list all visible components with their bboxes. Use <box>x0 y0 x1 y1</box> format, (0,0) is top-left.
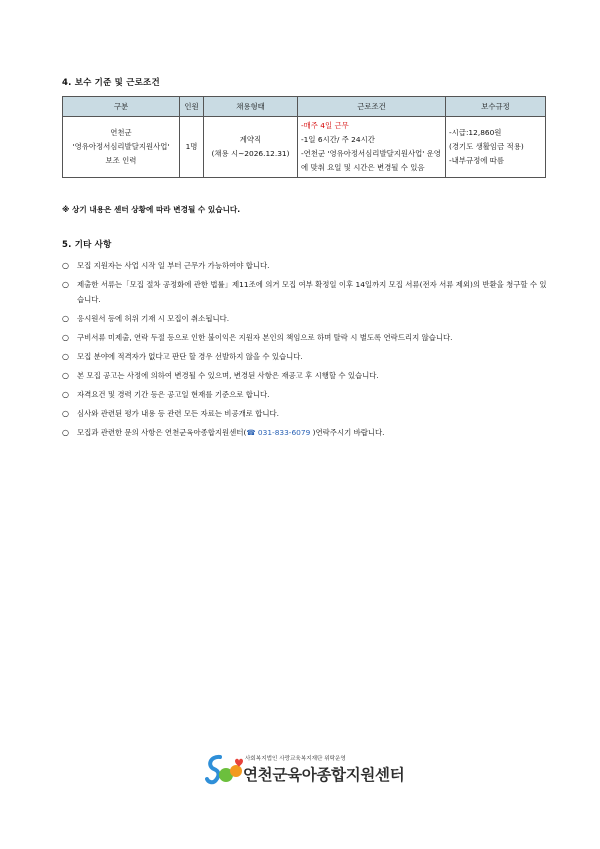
cell-headcount: 1명 <box>180 117 204 178</box>
circle-bullet: ○ <box>62 408 69 418</box>
pay-conditions-table <box>62 96 546 178</box>
category-line: 보조 인력 <box>105 156 137 165</box>
org-subtitle: 사회복지법인 사랑교육복지재단 위탁운영 <box>245 756 346 762</box>
list-item <box>62 312 548 327</box>
list-item <box>62 331 548 346</box>
cell-employment <box>204 117 298 178</box>
cell-category <box>63 117 180 178</box>
table-row <box>63 117 546 178</box>
item-text: 모집 지원자는 사업 시작 일 부터 근무가 가능하여야 합니다. <box>77 261 270 270</box>
section-4-title: 4. 보수 기준 및 근로조건 <box>62 78 160 88</box>
item-text: 모집 분야에 적격자가 없다고 판단 할 경우 선발하지 않을 수 있습니다. <box>77 351 303 361</box>
pay-line: -내부규정에 따름 <box>449 156 504 165</box>
condition-line: -1일 6시간/ 주 24시간 <box>301 135 375 144</box>
org-name: 연천군육아종합지원센터 <box>243 766 405 784</box>
circle-bullet: ○ <box>62 280 69 289</box>
circle-bullet: ○ <box>62 261 69 270</box>
header-pay-rules: 보수규정 <box>446 97 546 117</box>
phone-icon: ☎ <box>246 427 256 437</box>
cell-conditions <box>298 117 446 178</box>
list-item <box>62 388 548 403</box>
change-notice: ※ 상기 내용은 센터 상황에 따라 변경될 수 있습니다. <box>62 205 241 214</box>
item-text: 본 모집 공고는 사정에 의하여 변경될 수 있으며, 변경된 사항은 재공고 후 시행할 수 있습니다. <box>77 370 379 380</box>
pay-line: (경기도 생활임금 적용) <box>449 142 524 151</box>
circle-bullet: ○ <box>62 313 69 323</box>
logo-orange-dot <box>230 765 242 777</box>
circle-bullet: ○ <box>62 389 69 399</box>
list-item <box>62 369 548 384</box>
item-text: 제출한 서류는「모집 절차 공정화에 관한 법률」제11조에 의거 모집 여부 확정일 이후 14일까지 모집 서류(전자 서류 제외)의 반환을 청구할 수 있습니다. <box>77 280 547 304</box>
cell-pay <box>446 117 546 178</box>
phone-number: 031-833-6079 <box>255 427 313 437</box>
list-item <box>62 278 548 307</box>
list-item <box>62 259 548 274</box>
item-text: 구비서류 미제출, 연락 두절 등으로 인한 불이익은 지원자 본인의 책임으로 하며 탈락 시 별도록 연락드리지 않습니다. <box>77 332 453 342</box>
other-items-list <box>62 259 548 445</box>
circle-bullet: ○ <box>62 332 69 342</box>
circle-bullet: ○ <box>62 427 69 437</box>
logo-blue-swirl <box>207 757 220 782</box>
category-line: '영유아정서심리발달지원사업' <box>72 142 170 151</box>
section-5-title: 5. 기타 사항 <box>62 240 112 250</box>
employment-line: (채용 시~2026.12.31) <box>211 149 290 158</box>
list-item <box>62 350 548 365</box>
list-item-contact <box>62 426 548 441</box>
pay-line: -시급:12,860원 <box>449 128 502 137</box>
circle-bullet: ○ <box>62 351 69 361</box>
category-line: 연천군 <box>110 128 132 137</box>
item-text: 자격요건 및 경력 기간 등은 공고일 현재를 기준으로 합니다. <box>77 389 270 399</box>
contact-text-before: 모집과 관련한 문의 사항은 연천군육아종합지원센터( <box>77 427 247 437</box>
table-header-row <box>63 97 546 117</box>
employment-line: 계약직 <box>239 135 262 144</box>
center-logo-icon <box>205 753 245 787</box>
condition-line: -연천군 '영유아정서심리발달지원사업' 운영에 맞춰 요일 및 시간은 변경될 수 있음 <box>301 149 441 172</box>
header-category: 구분 <box>63 97 180 117</box>
item-text: 심사와 관련된 평가 내용 등 관련 모든 자료는 비공개로 합니다. <box>77 408 279 418</box>
list-item <box>62 407 548 422</box>
header-employment-type: 채용형태 <box>204 97 298 117</box>
condition-line: -매주 4일 근무 <box>301 121 349 130</box>
item-text: 응시원서 등에 허위 기재 시 모집이 취소됩니다. <box>77 313 230 323</box>
header-headcount: 인원 <box>180 97 204 117</box>
header-work-conditions: 근로조건 <box>298 97 446 117</box>
circle-bullet: ○ <box>62 370 69 380</box>
footer-org-logo <box>205 751 405 791</box>
contact-text-after: )연락주시기 바랍니다. <box>312 427 385 437</box>
